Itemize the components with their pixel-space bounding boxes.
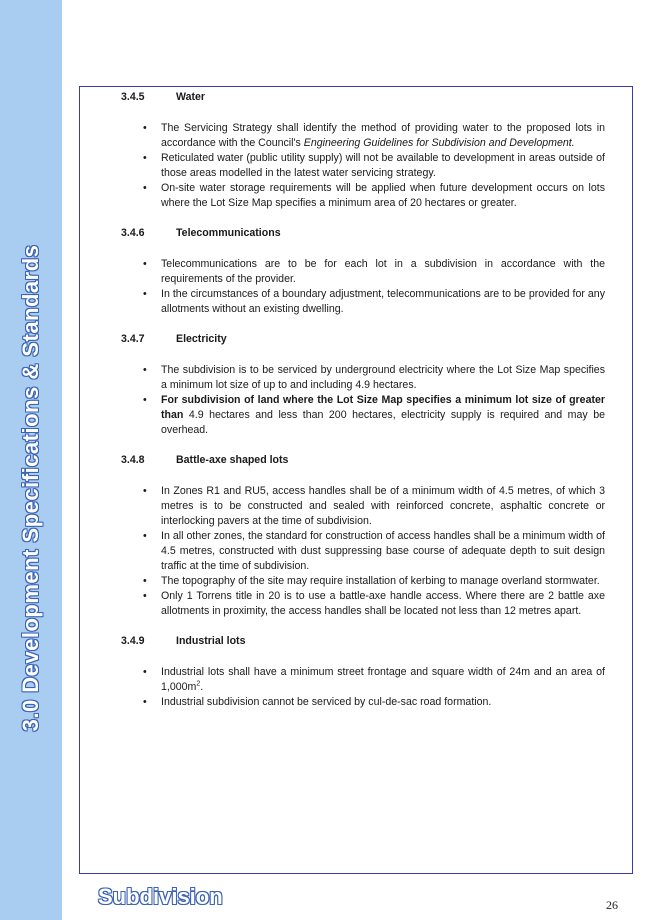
list-item: • Reticulated water (public utility supply) will not be available to development in areas outside of those areas modelled in the latest water servicing strategy. (107, 151, 605, 181)
section-heading (121, 90, 605, 105)
list-item: • The topography of the site may require installation of kerbing to manage overland stormwater. (107, 574, 605, 589)
bullet-list (107, 121, 605, 211)
section-title: Industrial lots (176, 635, 246, 647)
list-item: • Industrial subdivision cannot be serviced by cul-de-sac road formation. (107, 695, 605, 710)
section-number: 3.4.9 (121, 635, 145, 647)
section-number: 3.4.7 (121, 333, 145, 345)
section-water (107, 90, 605, 211)
bullet-list (107, 257, 605, 317)
list-item: • Telecommunications are to be for each lot in a subdivision in accordance with the requirements of the provider. (107, 257, 605, 287)
section-title: Battle-axe shaped lots (176, 454, 289, 466)
section-title: Water (176, 91, 206, 103)
bold-text: For subdivision of land where the Lot Size Map specifies a minimum lot size of greater than (161, 394, 605, 421)
superscript: 2 (196, 680, 201, 688)
footer-title: Subdivision (98, 884, 223, 909)
side-banner-title: 3.0 Development Specifications & Standards (18, 244, 43, 732)
bullet-list (107, 665, 605, 710)
section-industrial (107, 634, 605, 710)
list-item: • In Zones R1 and RU5, access handles shall be of a minimum width of 4.5 metres, of which 3 metres is to be constructed and sealed with reinforced concrete, asphaltic concrete or interlocking pavers at the time of subdivision. (107, 484, 605, 529)
list-item (107, 665, 605, 695)
list-item: • In all other zones, the standard for construction of access handles shall be a minimum width of 4.5 metres, constructed with dust suppressing base course of adequate depth to suit design traffic at the time of subdivision. (107, 529, 605, 574)
section-heading (121, 226, 605, 241)
section-number: 3.4.6 (121, 227, 145, 239)
list-item-text: Industrial lots shall have a minimum street frontage and square width of 24m and an area of 1,000m (161, 666, 605, 693)
list-item: • Only 1 Torrens title in 20 is to use a battle-axe handle access. Where there are 2 battle axe allotments in proximity, the access handles shall be located not less than 12 metres apart. (107, 589, 605, 619)
list-item (107, 121, 605, 151)
page-number: 26 (606, 898, 618, 912)
section-number: 3.4.8 (121, 454, 145, 466)
section-heading (121, 634, 605, 649)
bullet-list (107, 363, 605, 438)
section-title: Electricity (176, 333, 227, 345)
section-heading (121, 332, 605, 347)
section-battle-axe (107, 453, 605, 619)
list-item (107, 393, 605, 438)
list-item-text: The Servicing Strategy shall identify the method of providing water to the proposed lots in accordance with the Council's (161, 122, 605, 149)
list-item-text: . (200, 681, 204, 693)
bullet-list (107, 484, 605, 619)
side-banner (0, 0, 62, 920)
list-item-text: 4.9 hectares and less than 200 hectares, electricity supply is required and may be overhead. (161, 409, 605, 436)
section-title: Telecommunications (176, 227, 281, 239)
section-heading (121, 453, 605, 468)
list-item: • On-site water storage requirements will be applied when future development occurs on lots where the Lot Size Map specifies a minimum area of 20 hectares or greater. (107, 181, 605, 211)
list-item: • In the circumstances of a boundary adjustment, telecommunications are to be provided for any allotments without an existing dwelling. (107, 287, 605, 317)
list-item: • The subdivision is to be serviced by underground electricity where the Lot Size Map specifies a minimum lot size of up to and including 4.9 hectares. (107, 363, 605, 393)
guidelines-title: Engineering Guidelines for Subdivision and Development. (303, 137, 575, 149)
section-number: 3.4.5 (121, 91, 145, 103)
section-telecommunications (107, 226, 605, 317)
document-body (107, 90, 605, 710)
section-electricity (107, 332, 605, 438)
